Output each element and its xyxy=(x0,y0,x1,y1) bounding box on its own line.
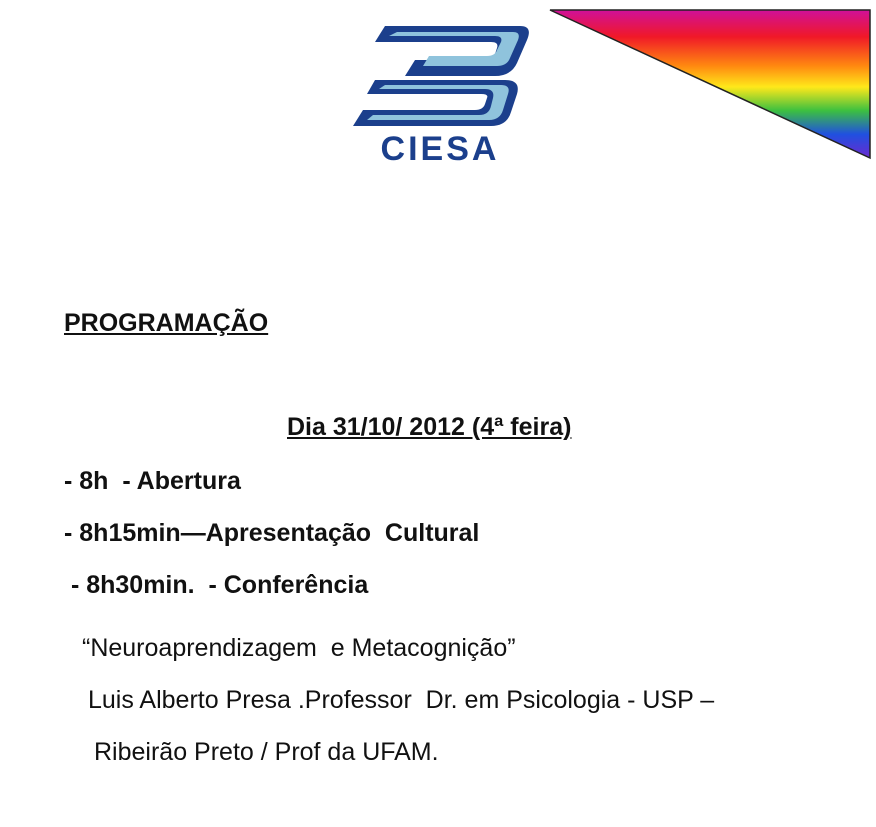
rainbow-triangle-icon xyxy=(548,8,872,160)
ciesa-logo xyxy=(345,18,535,168)
speaker-line-1: Luis Alberto Presa .Professor Dr. em Psicologia - USP – xyxy=(88,686,715,714)
rainbow-triangle xyxy=(548,8,872,160)
schedule-item-cultural: - 8h15min—Apresentação Cultural xyxy=(64,519,480,547)
logo-text: CIESA xyxy=(380,130,500,168)
schedule-item-opening: - 8h - Abertura xyxy=(64,467,241,495)
ciesa-s-icon xyxy=(345,18,535,133)
program-heading: PROGRAMAÇÃO xyxy=(64,309,269,337)
event-day: Dia 31/10/ 2012 (4ª feira) xyxy=(287,413,572,441)
speaker-line-2: Ribeirão Preto / Prof da UFAM. xyxy=(94,738,439,766)
talk-title: “Neuroaprendizagem e Metacognição” xyxy=(82,634,516,662)
schedule-item-conference: - 8h30min. - Conferência xyxy=(64,571,369,599)
